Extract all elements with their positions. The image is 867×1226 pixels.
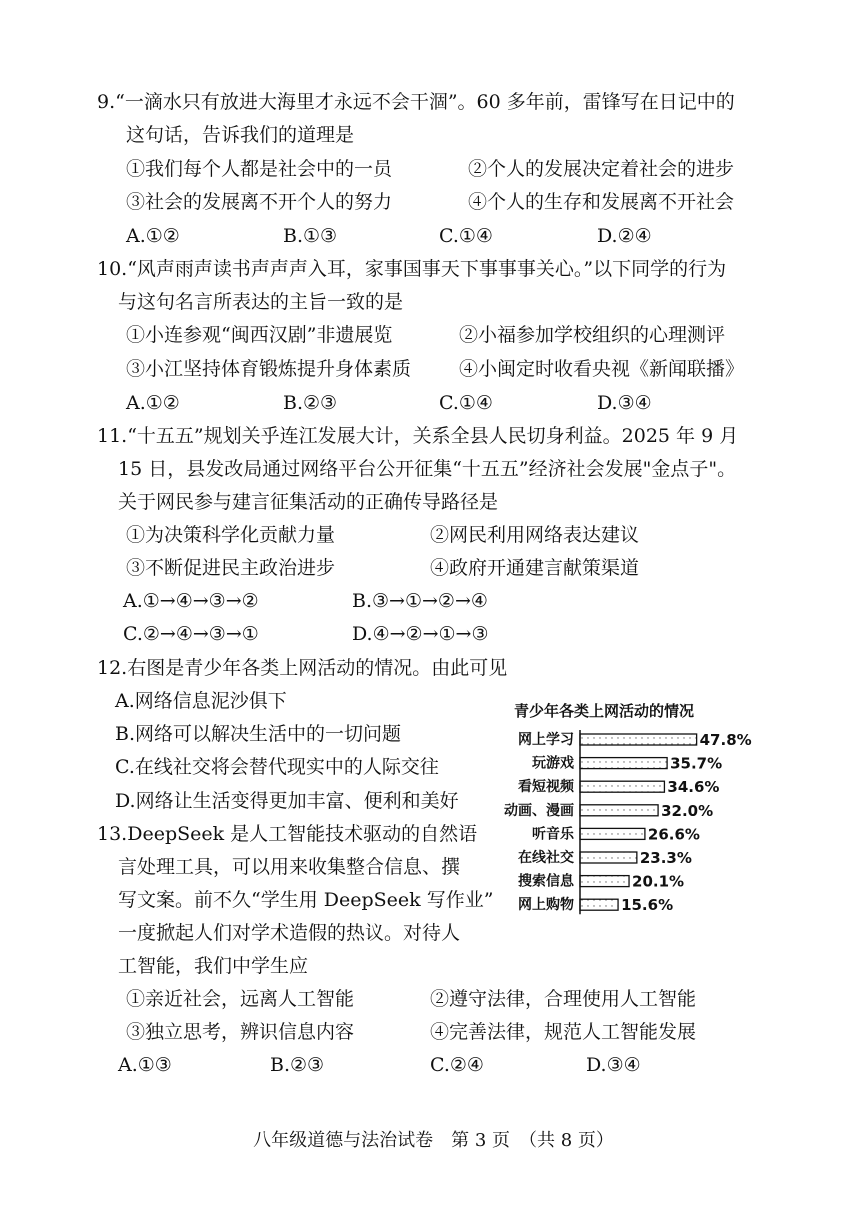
q9-item-1: ①我们每个人都是社会中的一员 [126, 158, 393, 180]
chart-value-label: 23.3% [639, 849, 692, 867]
q10-stem-line1: 10.“风声雨声读书声声声入耳，家事国事天下事事事关心。”以下同学的行为 [97, 258, 727, 280]
q11-choice-b: B.③→①→②→④ [352, 590, 488, 612]
chart-category-label: 网上购物 [518, 897, 574, 914]
q10-item-1: ①小连参观“闽西汉剧”非遗展览 [126, 324, 393, 346]
chart-bar [580, 899, 618, 910]
q13-stem-line5: 工智能，我们中学生应 [118, 955, 309, 977]
chart-category-label: 搜索信息 [518, 873, 574, 890]
chart-svg [478, 700, 768, 930]
q11-choice-d: D.④→②→①→③ [352, 623, 489, 645]
q11-choice-c: C.②→④→③→① [123, 623, 259, 645]
q10-choice-d: D.③④ [597, 392, 652, 414]
q11-stem-line3: 关于网民参与建言征集活动的正确传导路径是 [118, 491, 499, 513]
q13-item-4: ④完善法律，规范人工智能发展 [430, 1021, 697, 1043]
q9-stem-line2: 这句话，告诉我们的道理是 [126, 124, 355, 146]
q10-item-4: ④小闽定时收看央视《新闻联播》 [459, 358, 745, 380]
internet-activity-chart [478, 700, 768, 930]
q11-choice-a: A.①→④→③→② [123, 590, 259, 612]
q10-choice-a: A.①② [126, 392, 180, 414]
q12-stem: 12.右图是青少年各类上网活动的情况。由此可见 [97, 657, 508, 679]
chart-value-label: 35.7% [670, 754, 723, 773]
chart-bar [580, 828, 645, 839]
chart-value-label: 32.0% [661, 801, 714, 820]
q9-choice-c: C.①④ [439, 225, 493, 247]
q9-choice-d: D.②④ [597, 225, 652, 247]
q10-choice-c: C.①④ [439, 392, 493, 414]
q12-choice-d: D.网络让生活变得更加丰富、便利和美好 [115, 790, 459, 812]
q11-item-2: ②网民利用网络表达建议 [430, 524, 640, 546]
chart-bar [580, 805, 658, 816]
q13-stem-line2: 言处理工具，可以用来收集整合信息、撰 [118, 856, 461, 878]
chart-bar [580, 852, 637, 863]
chart-category-label: 动画、漫画 [504, 802, 574, 819]
chart-value-label: 20.1% [632, 872, 685, 891]
chart-bar [580, 876, 629, 887]
q9-item-4: ④个人的生存和发展离不开社会 [468, 191, 735, 213]
q12-choice-c: C.在线社交将会替代现实中的人际交往 [115, 756, 439, 778]
q13-stem-line1: 13.DeepSeek 是人工智能技术驱动的自然语 [97, 823, 478, 845]
q12-choice-a: A.网络信息泥沙俱下 [115, 690, 287, 712]
q13-item-1: ①亲近社会，远离人工智能 [126, 988, 355, 1010]
q13-choice-b: B.②③ [270, 1054, 325, 1076]
chart-category-label: 网上学习 [518, 732, 574, 748]
chart-category-label: 看短视频 [518, 779, 574, 796]
q13-choice-d: D.③④ [586, 1054, 641, 1076]
q11-stem-line2: 15 日，县发改局通过网络平台公开征集“十五五”经济社会发展"金点子"。 [118, 458, 737, 480]
q13-item-2: ②遵守法律，合理使用人工智能 [430, 988, 697, 1010]
q13-stem-line3: 写文案。前不久“学生用 DeepSeek 写作业” [118, 889, 494, 911]
q11-item-3: ③不断促进民主政治进步 [126, 557, 336, 579]
chart-value-label: 47.8% [699, 731, 752, 749]
q9-stem-line1: 9.“一滴水只有放进大海里才永远不会干涸”。60 多年前，雷锋写在日记中的 [97, 91, 735, 113]
chart-value-label: 26.6% [647, 825, 700, 844]
q11-item-1: ①为决策科学化贡献力量 [126, 524, 336, 546]
q9-item-3: ③社会的发展离不开个人的努力 [126, 191, 393, 213]
chart-bar [580, 734, 697, 745]
q10-choice-b: B.②③ [283, 392, 338, 414]
q11-item-4: ④政府开通建言献策渠道 [430, 557, 640, 579]
chart-category-label: 听音乐 [532, 826, 574, 843]
q10-item-3: ③小江坚持体育锻炼提升身体素质 [126, 358, 412, 380]
page-footer: 八年级道德与法治试卷 第 3 页 （共 8 页） [253, 1130, 614, 1151]
chart-category-label: 玩游戏 [532, 755, 574, 772]
chart-value-label: 15.6% [621, 896, 674, 915]
chart-bar [580, 781, 664, 792]
q10-stem-line2: 与这句名言所表达的主旨一致的是 [118, 291, 404, 313]
q11-stem-line1: 11.“十五五”规划关乎连江发展大计，关系全县人民切身利益。2025 年 9 月 [97, 425, 739, 447]
chart-bar [580, 758, 667, 769]
q13-choice-c: C.②④ [430, 1054, 484, 1076]
q9-choice-a: A.①② [126, 225, 180, 247]
q9-choice-b: B.①③ [283, 225, 338, 247]
q10-item-2: ②小福参加学校组织的心理测评 [459, 324, 726, 346]
q13-item-3: ③独立思考，辨识信息内容 [126, 1021, 355, 1043]
q9-item-2: ②个人的发展决定着社会的进步 [468, 158, 735, 180]
chart-title: 青少年各类上网活动的情况 [514, 702, 695, 720]
chart-category-label: 在线社交 [518, 850, 574, 866]
q12-choice-b: B.网络可以解决生活中的一切问题 [115, 723, 402, 745]
q13-choice-a: A.①③ [118, 1054, 172, 1076]
q13-stem-line4: 一度掀起人们对学术造假的热议。对待人 [118, 922, 461, 944]
chart-value-label: 34.6% [667, 778, 720, 797]
